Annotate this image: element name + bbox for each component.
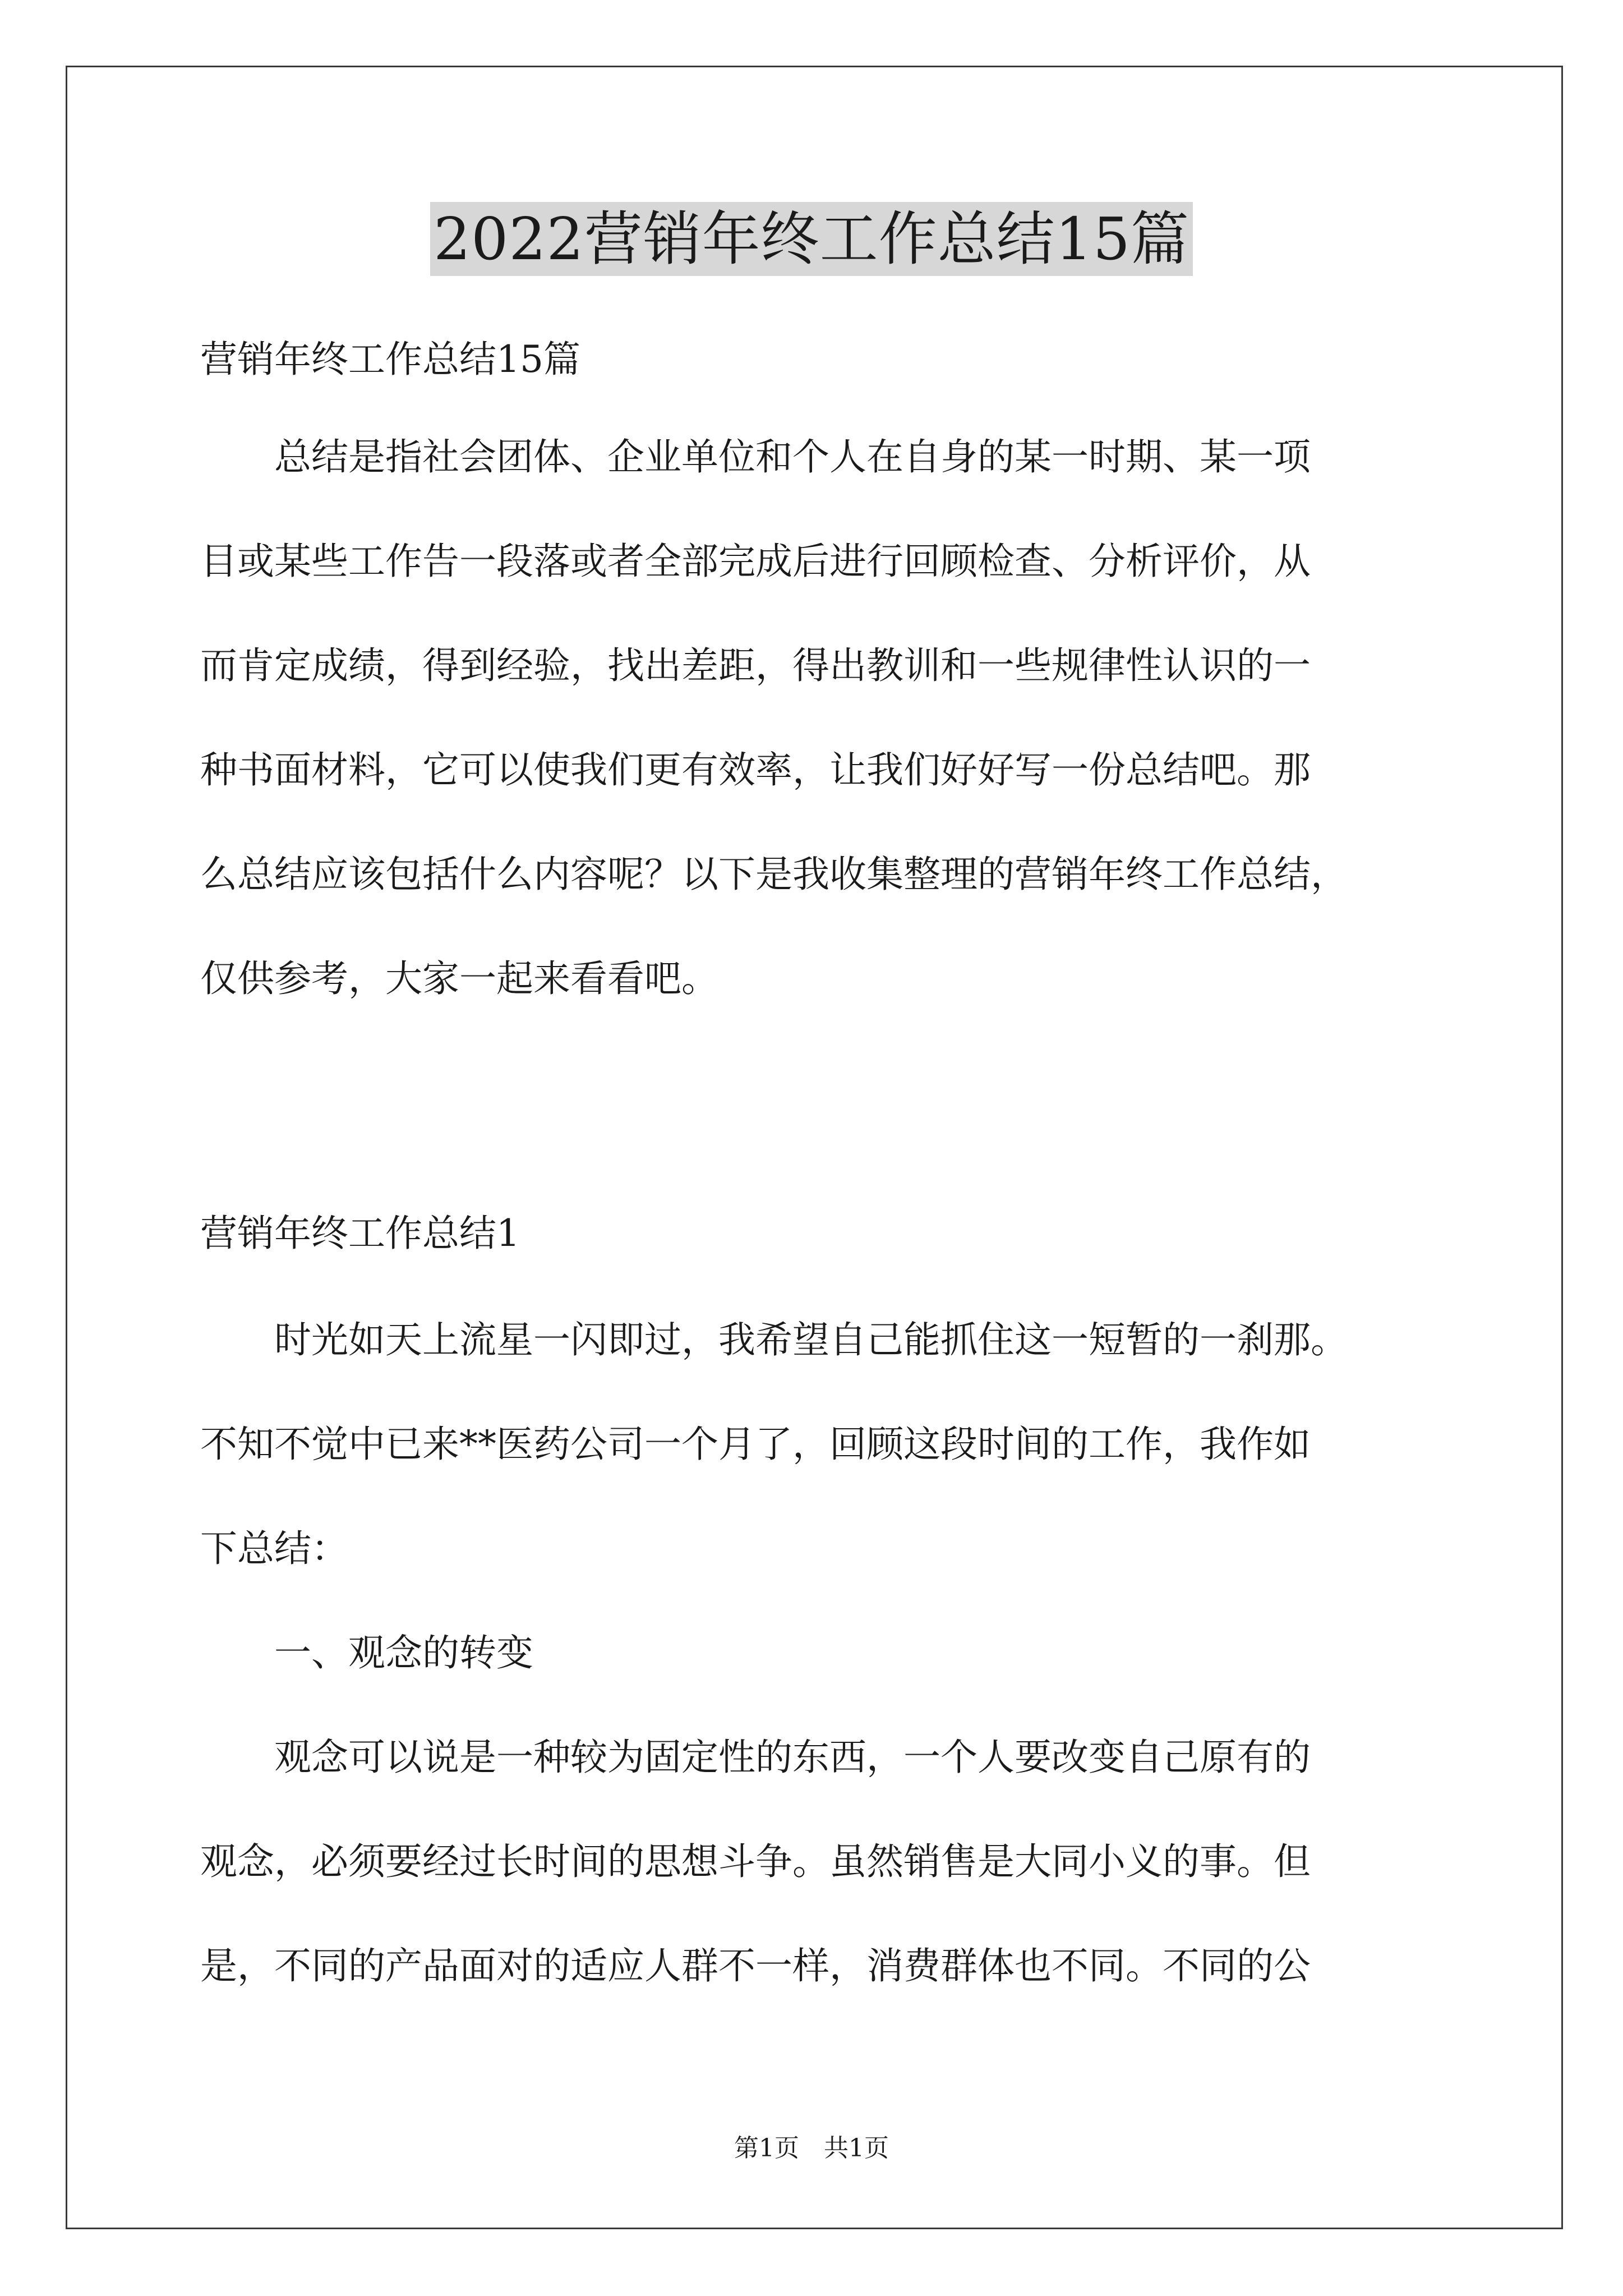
paragraph-line: 观念，必须要经过长时间的思想斗争。虽然销售是大同小义的事。但 <box>200 1840 1311 1883</box>
page-footer: 第1页 共1页 <box>734 2134 889 2162</box>
section-paragraph <box>200 1288 1434 2018</box>
paragraph-line: 总结是指社会团体、企业单位和个人在自身的某一时期、某一项 <box>200 435 1311 478</box>
document-title: 2022营销年终工作总结15篇 <box>430 202 1193 276</box>
paragraph-line: 仅供参考，大家一起来看看吧。 <box>200 957 718 1000</box>
paragraph-line: 么总结应该包括什么内容呢？以下是我收集整理的营销年终工作总结， <box>200 853 1348 896</box>
paragraph-line: 是，不同的产品面对的适应人群不一样，消费群体也不同。不同的公 <box>200 1944 1311 1987</box>
paragraph-line: 而肯定成绩，得到经验，找出差距，得出教训和一些规律性认识的一 <box>200 644 1311 687</box>
document-subtitle: 营销年终工作总结15篇 <box>200 338 580 381</box>
paragraph-line: 目或某些工作告一段落或者全部完成后进行回顾检查、分析评价，从 <box>200 540 1311 583</box>
paragraph-line: 时光如天上流星一闪即过，我希望自己能抓住这一短暂的一刹那。 <box>200 1318 1348 1361</box>
section-heading: 营销年终工作总结1 <box>200 1212 520 1255</box>
paragraph-line: 不知不觉中已来**医药公司一个月了，回顾这段时间的工作，我作如 <box>200 1423 1311 1466</box>
title-container <box>0 202 1623 276</box>
paragraph-line: 一、观念的转变 <box>200 1631 533 1674</box>
paragraph-line: 下总结： <box>200 1527 348 1570</box>
paragraph-line: 种书面材料，它可以使我们更有效率，让我们好好写一份总结吧。那 <box>200 748 1311 792</box>
paragraph-line: 观念可以说是一种较为固定性的东西，一个人要改变自己原有的 <box>200 1736 1311 1779</box>
intro-paragraph <box>200 405 1434 1031</box>
